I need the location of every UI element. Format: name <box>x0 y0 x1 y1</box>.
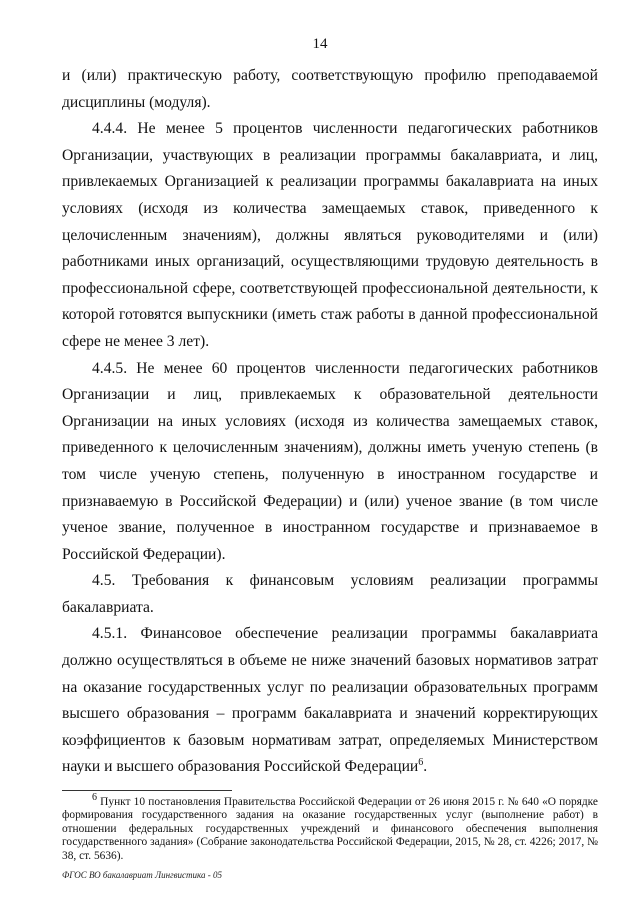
paragraph-4-5-1: 4.5.1. Финансовое обеспечение реализации программы бакалавриата должно осуществляться в объеме не ниже значений базовых нормативов затрат на оказание государственных услуг по реализации образовательных программ высшего образования – программ бакалавриата и значений корректирующих коэффициентов к базовым нормативам затрат, определяемых Министерством науки и высшего образования Российской Федерации$^6$. <box>62 625 598 776</box>
document-body <box>62 63 598 781</box>
document-footer-label: ФГОС ВО бакалавриат Лингвистика - 05 <box>62 870 222 880</box>
paragraph-4-4-5: 4.4.5. Не менее 60 процентов численности педагогических работников Организации и лиц, привлекаемых к образовательной деятельности Организации на иных условиях (исходя из количества замещаемых ставок, приведенного к целочисленным значениям), должны иметь ученую степень (в том числе ученую степень, полученную в иностранном государстве и признаваемую в Российской Федерации) и (или) ученое звание (в том числе ученое звание, полученное в иностранном государстве и признаваемое в Российской Федерации). <box>62 359 598 563</box>
footnote-text: Пункт 10 постановления Правительства Российской Федерации от 26 июня 2015 г. № 640 «О порядке формирования государственного задания на оказание государственных услуг (выполнение работ) в отношении федеральных государственных учреждений и финансового обеспечения выполнения государственного задания» (Собрание законодательства Российской Федерации, 2015, № 28, ст. 4226; 2017, № 38, ст. 5636). <box>62 796 598 862</box>
footnote-reference[interactable]: 6 <box>418 757 424 769</box>
paragraph-4-5-1-text: 4.5.1. Финансовое обеспечение реализации программы бакалавриата должно осуществляться в объеме не ниже значений базовых нормативов затрат на оказание государственных услуг по реализации образовательных программ высшего образования – программ бакалавриата и значений корректирующих коэффициентов к базовым нормативам затрат, определяемых Министерством науки и высшего образования Российской Федерации <box>62 625 598 776</box>
footnote-marker: 6 <box>92 792 97 804</box>
paragraph-4-4-4: 4.4.4. Не менее 5 процентов численности педагогических работников Организации, участвующих в реализации программы бакалавриата, и лиц, привлекаемых Организацией к реализации программы бакалавриата на иных условиях (исходя из количества замещаемых ставок, приведенного к целочисленным значениям), должны являться руководителями и (или) работниками иных организаций, осуществляющими трудовую деятельность в профессиональной сфере, соответствующей профессиональной деятельности, к которой готовятся выпускники (иметь стаж работы в данной профессиональной сфере не менее 3 лет). <box>62 120 598 350</box>
footnote <box>62 792 598 863</box>
page-number: 14 <box>312 36 328 52</box>
footnote-separator <box>62 790 232 791</box>
paragraph-4-5: 4.5. Требования к финансовым условиям реализации программы бакалавриата. <box>62 572 598 616</box>
paragraph-continuation: и (или) практическую работу, соответствующую профилю преподаваемой дисциплины (модуля). <box>62 67 598 111</box>
